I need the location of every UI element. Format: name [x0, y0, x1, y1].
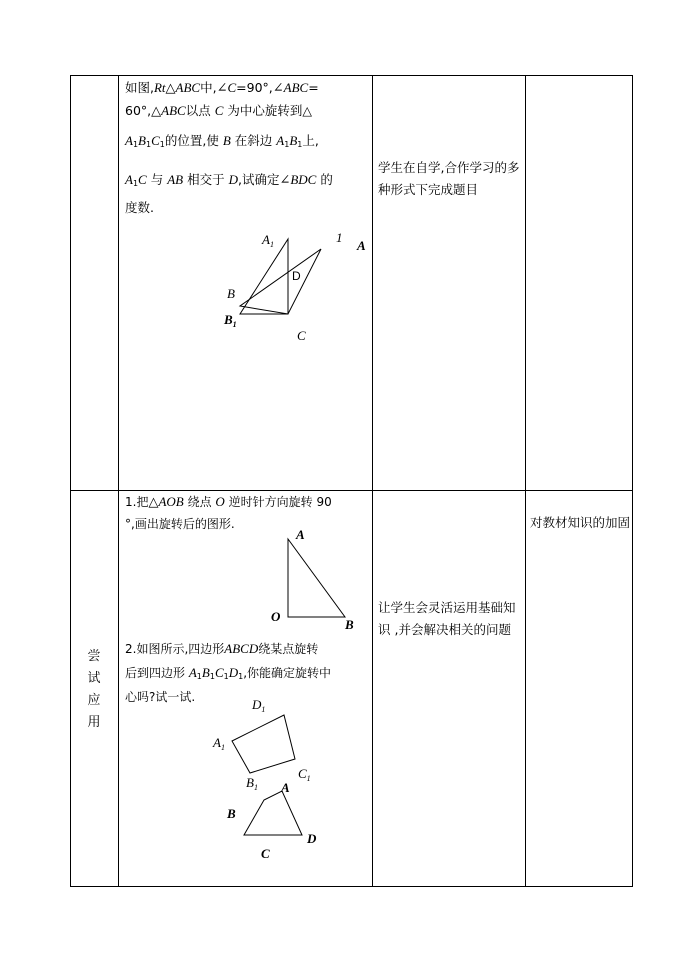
label-c: C	[297, 328, 306, 343]
triangle-aob-figure	[265, 525, 365, 630]
column-divider	[525, 75, 526, 887]
label-d1: $D_1$	[252, 697, 266, 714]
column-divider	[372, 75, 373, 887]
design-purpose: 对教材知识的加固	[530, 515, 631, 530]
label-a1: $A_1$	[262, 232, 274, 249]
label-o: O	[271, 609, 281, 624]
rotation-figure-1	[210, 230, 380, 350]
table-border-left	[70, 75, 71, 887]
label-c1: $C_1$	[298, 766, 311, 783]
quad-abcd	[244, 791, 302, 835]
table-border-right	[632, 75, 633, 887]
label-a: A	[281, 780, 290, 795]
label-b: B	[345, 617, 354, 632]
label-a: A	[357, 238, 366, 253]
quad-a1b1c1d1	[232, 715, 295, 773]
teaching-method-1: 学生在自学,合作学习的多种形式下完成题目	[378, 160, 520, 197]
label-mark: 1	[336, 230, 343, 245]
quadrilateral-figure	[208, 693, 338, 863]
problem-text: 如图,Rt△ABC中,∠C=90°,∠ABC= 60°,△ABC以点 C 为中心旋转到△ $A_1B_1C_1$的位置,使 B 在斜边 $A_1B_1$上, $A_1C$ 与 AB 相交于 D,试确定∠BDC 的 度数.	[125, 80, 333, 215]
label-c: C	[261, 846, 270, 861]
label-b: B	[227, 806, 236, 821]
question-1: 1.把△AOB 绕点 O 逆时针方向旋转 90 °,画出旋转后的图形.	[125, 494, 332, 531]
label-b1: $B_1$	[246, 775, 258, 792]
column-divider	[118, 75, 119, 887]
triangle-aob	[288, 539, 345, 617]
triangle-a1b1c1	[240, 239, 288, 314]
label-d: D	[292, 269, 301, 283]
label-a1: $A_1$	[213, 735, 225, 752]
label-d: D	[307, 831, 317, 846]
category-label: 尝 试 应 用	[87, 649, 101, 730]
triangle-abc	[240, 249, 321, 314]
question-2: 2.如图所示,四边形ABCD绕某点旋转 后到四边形 $A_1B_1C_1D_1$,你能确定旋转中 心吗?试一试.	[125, 641, 332, 704]
table-border-bottom	[70, 886, 633, 887]
label-b: B	[227, 286, 235, 301]
teaching-method-2: 让学生会灵活运用基础知识 ,并会解决相关的问题	[378, 600, 516, 637]
label-b1: $B_1$	[224, 312, 237, 329]
label-a: A	[296, 527, 305, 542]
lesson-table	[70, 75, 633, 886]
